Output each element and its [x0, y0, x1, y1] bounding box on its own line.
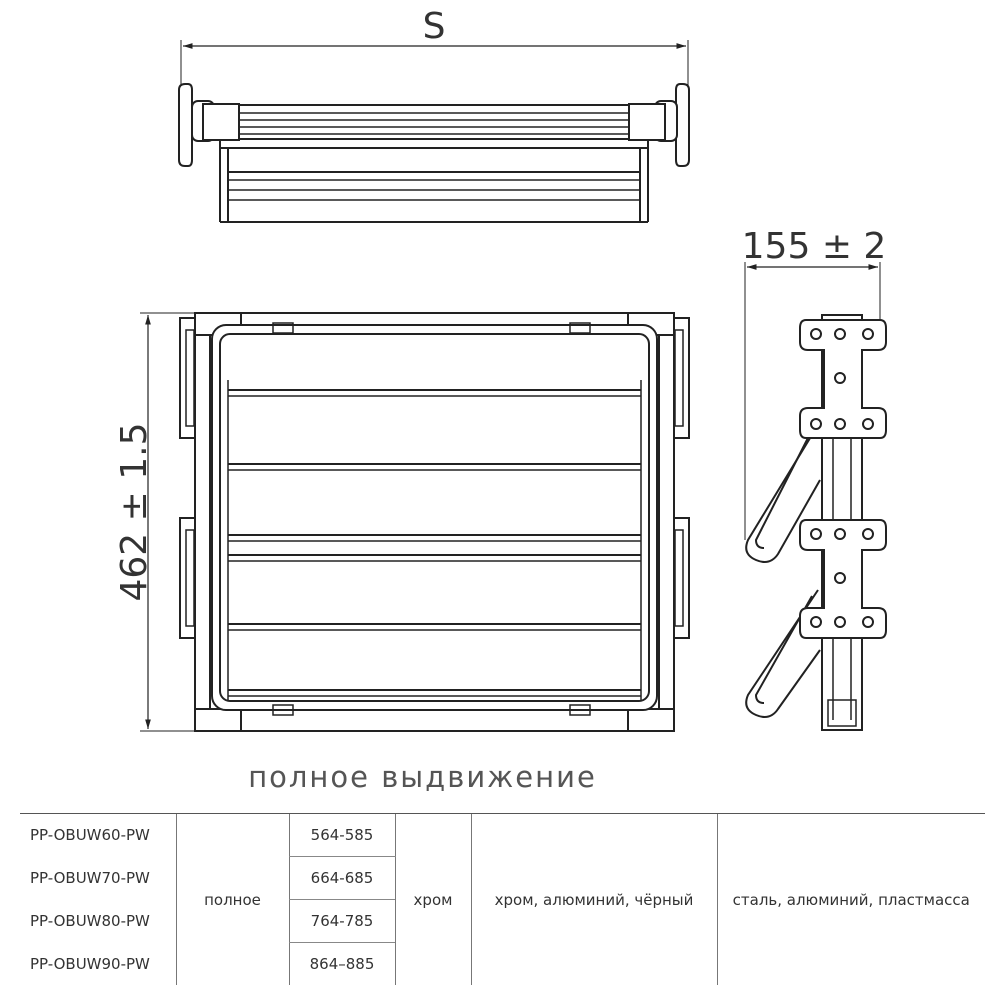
top-view	[179, 40, 689, 222]
caption: полное выдвижение	[248, 760, 597, 794]
width-label: S	[422, 6, 446, 47]
size-cell: 764-785	[289, 900, 395, 943]
basket-frame	[212, 325, 657, 710]
table-row	[20, 814, 985, 857]
height-label: 462 ± 1.5	[114, 422, 155, 602]
spec-table	[20, 813, 985, 985]
depth-label: 155 ± 2	[741, 226, 887, 267]
materials-cell: сталь, алюминий, пластмасса	[717, 814, 985, 986]
size-cell: 564-585	[289, 814, 395, 857]
model-cell: PP-OBUW90-PW	[30, 954, 150, 973]
size-cell: 864–885	[289, 943, 395, 985]
finish-cell: хром	[395, 814, 471, 986]
front-view	[140, 313, 689, 731]
model-cell: PP-OBUW60-PW	[20, 814, 176, 857]
colors-cell: хром, алюминий, чёрный	[471, 814, 717, 986]
side-view	[745, 262, 886, 730]
left-mount-plate	[179, 84, 192, 166]
size-cell: 664-685	[289, 857, 395, 900]
model-cell: PP-OBUW80-PW	[30, 912, 150, 931]
extension-cell: полное	[176, 814, 289, 986]
model-cell: PP-OBUW70-PW	[30, 869, 150, 888]
